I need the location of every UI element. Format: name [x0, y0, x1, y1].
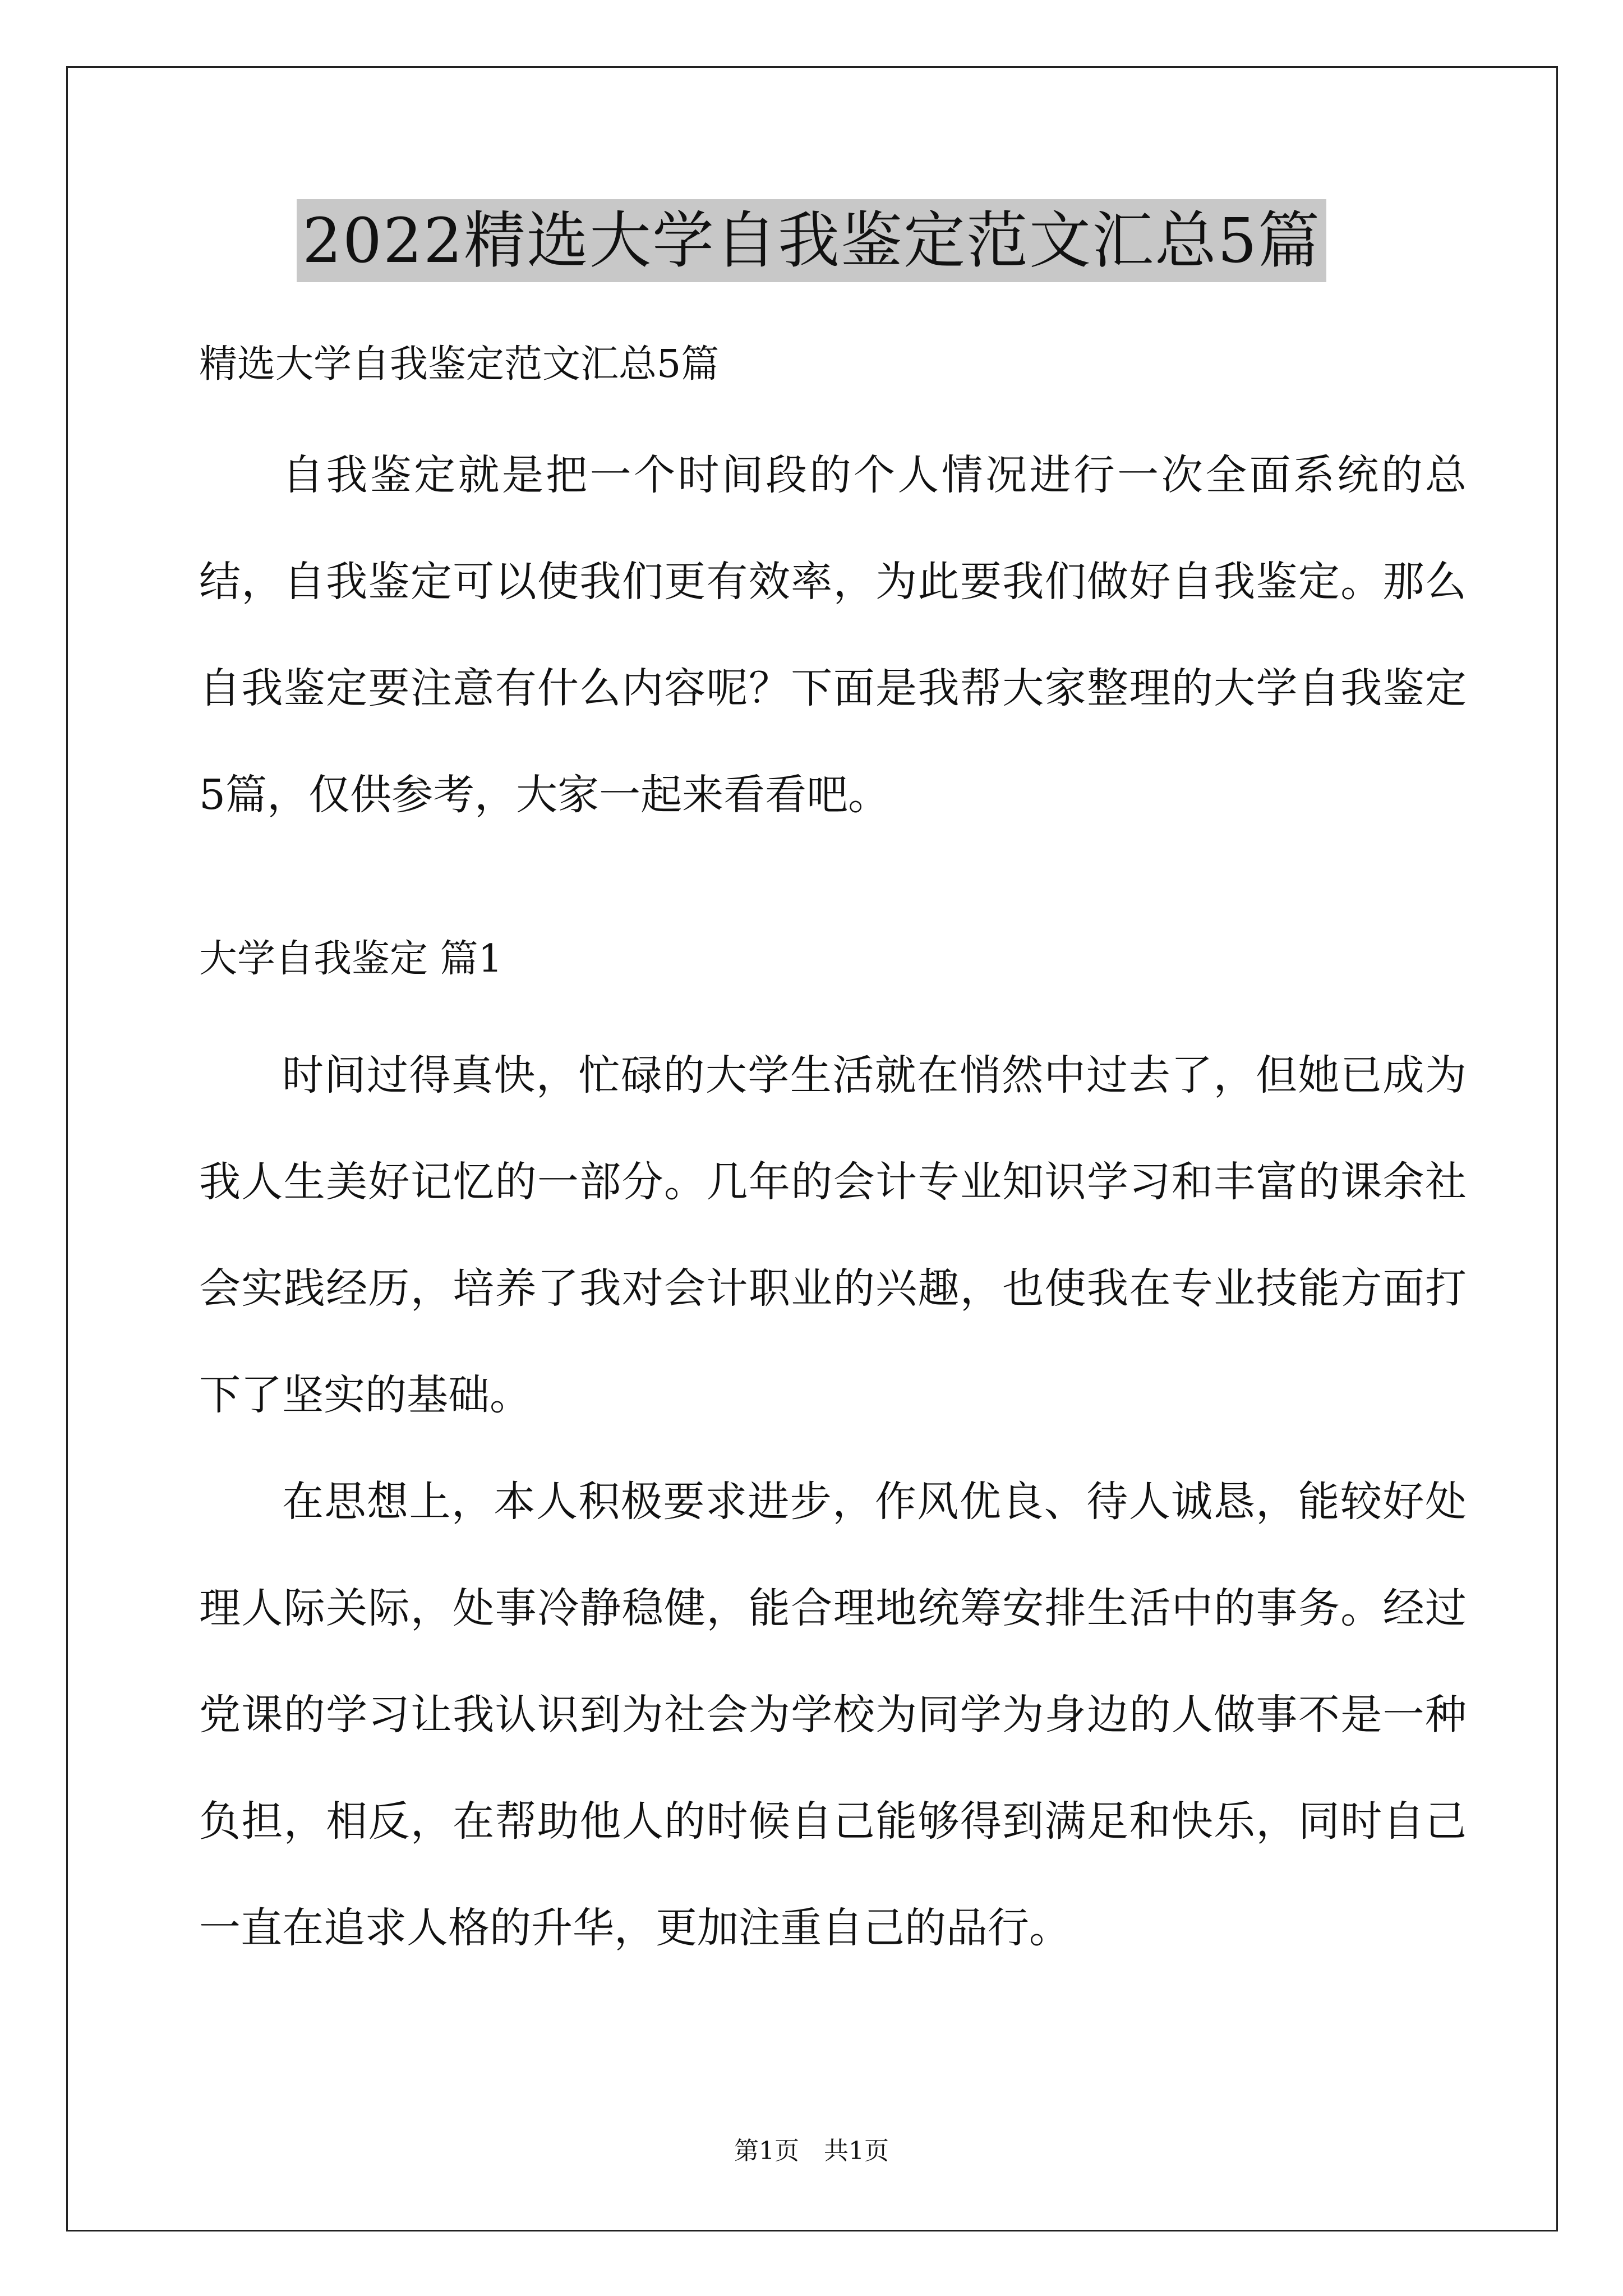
section-paragraph: 时间过得真快，忙碌的大学生活就在悄然中过去了，但她已成为我人生美好记忆的一部分。几年的会计专业知识学习和丰富的课余社会实践经历，培养了我对会计职业的兴趣，也使我在专业技能方面打下了坚实的基础。 [199, 1051, 1467, 1419]
document-body [199, 337, 1467, 1981]
intro-paragraph: 自我鉴定就是把一个时间段的个人情况进行一次全面系统的总结，自我鉴定可以使我们更有效率，为此要我们做好自我鉴定。那么自我鉴定要注意有什么内容呢？下面是我帮大家整理的大学自我鉴定5篇，仅供参考，大家一起来看看吧。 [199, 451, 1467, 819]
page-footer: 第1页 共1页 [734, 2137, 889, 2165]
document-title: 2022精选大学自我鉴定范文汇总5篇 [297, 199, 1326, 282]
section-paragraph: 在思想上，本人积极要求进步，作风优良、待人诚恳，能较好处理人际关际，处事冷静稳健，能合理地统筹安排生活中的事务。经过党课的学习让我认识到为社会为学校为同学为身边的人做事不是一种负担，相反，在帮助他人的时候自己能够得到满足和快乐，同时自己一直在追求人格的升华，更加注重自己的品行。 [199, 1478, 1467, 1952]
section-heading: 大学自我鉴定 篇1 [199, 937, 502, 981]
document-title-container [0, 199, 1623, 282]
document-subtitle: 精选大学自我鉴定范文汇总5篇 [199, 342, 720, 386]
